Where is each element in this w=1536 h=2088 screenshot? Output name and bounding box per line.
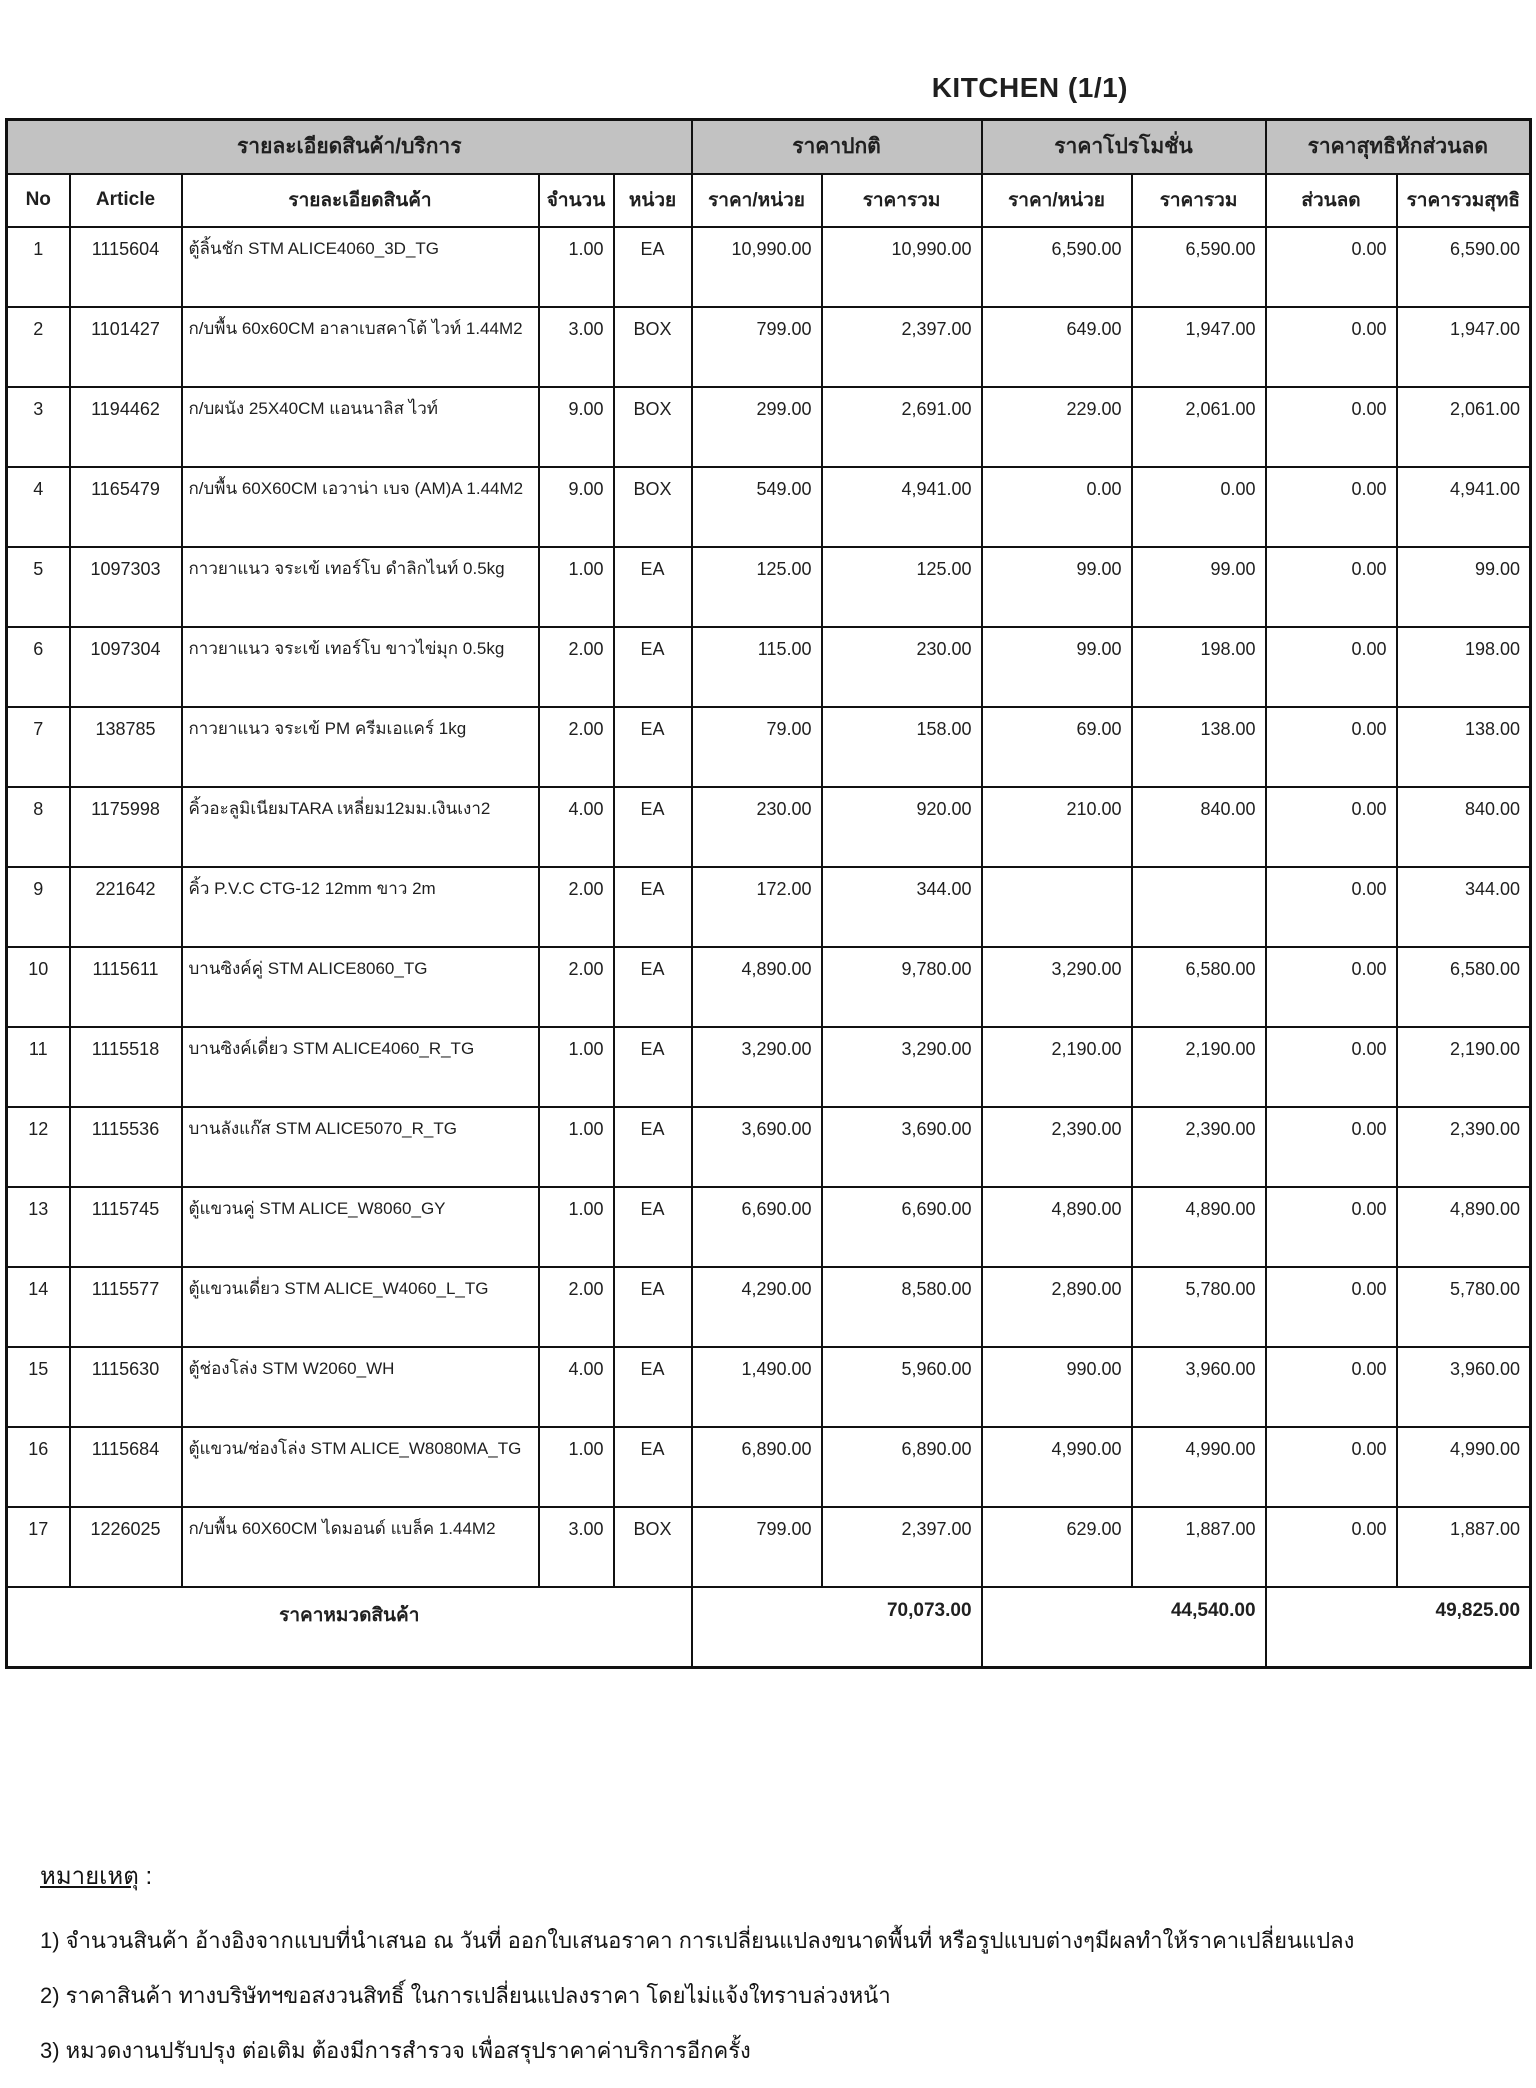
cell-normal-unit-price: 299.00 bbox=[692, 387, 822, 467]
group-header-product-details: รายละเอียดสินค้า/บริการ bbox=[7, 120, 692, 174]
col-header-promo-unit-price: ราคา/หน่วย bbox=[982, 174, 1132, 227]
col-header-net-total: ราคารวมสุทธิ bbox=[1397, 174, 1531, 227]
col-header-description: รายละเอียดสินค้า bbox=[182, 174, 539, 227]
cell-description: บานซิงค์เดี่ยว STM ALICE4060_R_TG bbox=[182, 1027, 539, 1107]
cell-normal-total: 158.00 bbox=[822, 707, 982, 787]
col-header-discount: ส่วนลด bbox=[1266, 174, 1397, 227]
cell-promo-unit-price: 990.00 bbox=[982, 1347, 1132, 1427]
cell-net-total: 99.00 bbox=[1397, 547, 1531, 627]
cell-promo-total: 99.00 bbox=[1132, 547, 1266, 627]
cell-discount: 0.00 bbox=[1266, 307, 1397, 387]
cell-promo-unit-price: 99.00 bbox=[982, 547, 1132, 627]
cell-article: 1101427 bbox=[70, 307, 182, 387]
cell-normal-total: 3,690.00 bbox=[822, 1107, 982, 1187]
cell-normal-total: 920.00 bbox=[822, 787, 982, 867]
summary-label: ราคาหมวดสินค้า bbox=[7, 1587, 692, 1668]
cell-discount: 0.00 bbox=[1266, 1347, 1397, 1427]
cell-promo-unit-price: 69.00 bbox=[982, 707, 1132, 787]
cell-normal-unit-price: 10,990.00 bbox=[692, 227, 822, 307]
cell-discount: 0.00 bbox=[1266, 1027, 1397, 1107]
summary-row bbox=[7, 1587, 1531, 1668]
cell-promo-unit-price bbox=[982, 867, 1132, 947]
cell-normal-unit-price: 4,290.00 bbox=[692, 1267, 822, 1347]
note-item: 3) หมวดงานปรับปรุง ต่อเติม ต้องมีการสำรวจ เพื่อสรุปราคาค่าบริการอีกครั้ง bbox=[40, 2038, 751, 2063]
cell-promo-total: 4,890.00 bbox=[1132, 1187, 1266, 1267]
cell-qty: 1.00 bbox=[539, 1427, 614, 1507]
cell-net-total: 198.00 bbox=[1397, 627, 1531, 707]
notes-heading-word: หมายเหตุ bbox=[40, 1863, 139, 1890]
cell-unit: EA bbox=[614, 1027, 692, 1107]
cell-article: 1115536 bbox=[70, 1107, 182, 1187]
cell-normal-unit-price: 3,290.00 bbox=[692, 1027, 822, 1107]
table-row bbox=[7, 707, 1531, 787]
cell-promo-unit-price: 4,890.00 bbox=[982, 1187, 1132, 1267]
cell-normal-total: 6,690.00 bbox=[822, 1187, 982, 1267]
table-row bbox=[7, 627, 1531, 707]
cell-net-total: 2,190.00 bbox=[1397, 1027, 1531, 1107]
cell-unit: BOX bbox=[614, 1507, 692, 1587]
cell-qty: 4.00 bbox=[539, 787, 614, 867]
table-row bbox=[7, 1427, 1531, 1507]
cell-description: ตู้แขวนคู่ STM ALICE_W8060_GY bbox=[182, 1187, 539, 1267]
cell-discount: 0.00 bbox=[1266, 1267, 1397, 1347]
table-row bbox=[7, 1267, 1531, 1347]
cell-normal-unit-price: 799.00 bbox=[692, 307, 822, 387]
cell-net-total: 2,390.00 bbox=[1397, 1107, 1531, 1187]
notes-heading-colon: : bbox=[138, 1863, 153, 1890]
cell-promo-total: 6,590.00 bbox=[1132, 227, 1266, 307]
cell-article: 1165479 bbox=[70, 467, 182, 547]
cell-promo-unit-price: 99.00 bbox=[982, 627, 1132, 707]
cell-net-total: 6,580.00 bbox=[1397, 947, 1531, 1027]
table-row bbox=[7, 227, 1531, 307]
cell-net-total: 1,947.00 bbox=[1397, 307, 1531, 387]
cell-qty: 2.00 bbox=[539, 867, 614, 947]
cell-description: ก/บผนัง 25X40CM แอนนาลิส ไวท์ bbox=[182, 387, 539, 467]
cell-normal-unit-price: 125.00 bbox=[692, 547, 822, 627]
cell-qty: 3.00 bbox=[539, 307, 614, 387]
cell-normal-unit-price: 3,690.00 bbox=[692, 1107, 822, 1187]
cell-promo-unit-price: 649.00 bbox=[982, 307, 1132, 387]
cell-normal-unit-price: 1,490.00 bbox=[692, 1347, 822, 1427]
cell-unit: EA bbox=[614, 707, 692, 787]
cell-promo-unit-price: 2,890.00 bbox=[982, 1267, 1132, 1347]
cell-article: 1115630 bbox=[70, 1347, 182, 1427]
cell-article: 1115745 bbox=[70, 1187, 182, 1267]
cell-no: 2 bbox=[7, 307, 70, 387]
cell-unit: BOX bbox=[614, 467, 692, 547]
cell-no: 4 bbox=[7, 467, 70, 547]
cell-normal-unit-price: 549.00 bbox=[692, 467, 822, 547]
group-header-row bbox=[7, 120, 1531, 174]
cell-net-total: 6,590.00 bbox=[1397, 227, 1531, 307]
cell-promo-unit-price: 0.00 bbox=[982, 467, 1132, 547]
cell-description: กาวยาแนว จระเข้ เทอร์โบ ขาวไข่มุก 0.5kg bbox=[182, 627, 539, 707]
cell-description: ตู้ช่องโล่ง STM W2060_WH bbox=[182, 1347, 539, 1427]
note-item: 2) ราคาสินค้า ทางบริษัทฯขอสงวนสิทธิ์ ในการเปลี่ยนแปลงราคา โดยไม่แจ้งใทราบล่วงหน้า bbox=[40, 1983, 891, 2008]
cell-unit: BOX bbox=[614, 307, 692, 387]
note-item: 1) จำนวนสินค้า อ้างอิงจากแบบที่นำเสนอ ณ วันที่ ออกใบเสนอราคา การเปลี่ยนแปลงขนาดพื้นที่ หรือรูปแบบต่างๆมีผลทำให้ราคาเปลี่ยนแปลง bbox=[40, 1928, 1355, 1953]
table-row bbox=[7, 1347, 1531, 1427]
cell-normal-total: 2,691.00 bbox=[822, 387, 982, 467]
quotation-table bbox=[5, 118, 1532, 1669]
cell-discount: 0.00 bbox=[1266, 707, 1397, 787]
cell-normal-total: 10,990.00 bbox=[822, 227, 982, 307]
cell-no: 9 bbox=[7, 867, 70, 947]
cell-description: คิ้วอะลูมิเนียมTARA เหลี่ยม12มม.เงินเงา2 bbox=[182, 787, 539, 867]
cell-qty: 4.00 bbox=[539, 1347, 614, 1427]
cell-normal-unit-price: 115.00 bbox=[692, 627, 822, 707]
cell-discount: 0.00 bbox=[1266, 387, 1397, 467]
cell-qty: 2.00 bbox=[539, 947, 614, 1027]
col-header-normal-unit-price: ราคา/หน่วย bbox=[692, 174, 822, 227]
table-row bbox=[7, 307, 1531, 387]
cell-discount: 0.00 bbox=[1266, 1427, 1397, 1507]
cell-normal-unit-price: 799.00 bbox=[692, 1507, 822, 1587]
cell-no: 16 bbox=[7, 1427, 70, 1507]
cell-no: 12 bbox=[7, 1107, 70, 1187]
cell-unit: EA bbox=[614, 1427, 692, 1507]
summary-normal-total: 70,073.00 bbox=[692, 1587, 982, 1668]
cell-no: 6 bbox=[7, 627, 70, 707]
cell-no: 5 bbox=[7, 547, 70, 627]
cell-normal-unit-price: 4,890.00 bbox=[692, 947, 822, 1027]
cell-promo-unit-price: 3,290.00 bbox=[982, 947, 1132, 1027]
cell-promo-total: 1,947.00 bbox=[1132, 307, 1266, 387]
table-row bbox=[7, 467, 1531, 547]
cell-qty: 9.00 bbox=[539, 467, 614, 547]
cell-article: 1226025 bbox=[70, 1507, 182, 1587]
cell-no: 3 bbox=[7, 387, 70, 467]
cell-qty: 1.00 bbox=[539, 547, 614, 627]
cell-normal-total: 125.00 bbox=[822, 547, 982, 627]
cell-promo-total: 198.00 bbox=[1132, 627, 1266, 707]
cell-article: 1097303 bbox=[70, 547, 182, 627]
cell-no: 1 bbox=[7, 227, 70, 307]
cell-qty: 3.00 bbox=[539, 1507, 614, 1587]
group-header-promo-price: ราคาโปรโมชั่น bbox=[982, 120, 1266, 174]
cell-promo-unit-price: 2,190.00 bbox=[982, 1027, 1132, 1107]
cell-promo-total: 840.00 bbox=[1132, 787, 1266, 867]
cell-discount: 0.00 bbox=[1266, 547, 1397, 627]
cell-normal-total: 4,941.00 bbox=[822, 467, 982, 547]
cell-qty: 2.00 bbox=[539, 627, 614, 707]
cell-promo-unit-price: 6,590.00 bbox=[982, 227, 1132, 307]
cell-promo-unit-price: 210.00 bbox=[982, 787, 1132, 867]
cell-article: 1097304 bbox=[70, 627, 182, 707]
cell-discount: 0.00 bbox=[1266, 1107, 1397, 1187]
cell-description: กาวยาแนว จระเข้ เทอร์โบ ดำลิกไนท์ 0.5kg bbox=[182, 547, 539, 627]
cell-normal-total: 344.00 bbox=[822, 867, 982, 947]
page-indicator: (1/1) bbox=[1067, 72, 1128, 103]
cell-article: 1115604 bbox=[70, 227, 182, 307]
cell-promo-unit-price: 229.00 bbox=[982, 387, 1132, 467]
cell-promo-unit-price: 4,990.00 bbox=[982, 1427, 1132, 1507]
cell-promo-total bbox=[1132, 867, 1266, 947]
cell-net-total: 5,780.00 bbox=[1397, 1267, 1531, 1347]
notes-section bbox=[40, 1856, 1500, 2088]
cell-description: ตู้แขวน/ช่องโล่ง STM ALICE_W8080MA_TG bbox=[182, 1427, 539, 1507]
cell-description: ตู้แขวนเดี่ยว STM ALICE_W4060_L_TG bbox=[182, 1267, 539, 1347]
table-footer bbox=[7, 1587, 1531, 1668]
cell-discount: 0.00 bbox=[1266, 467, 1397, 547]
cell-article: 1115518 bbox=[70, 1027, 182, 1107]
cell-promo-unit-price: 629.00 bbox=[982, 1507, 1132, 1587]
cell-description: ก/บพื้น 60X60CM ไดมอนด์ แบล็ค 1.44M2 bbox=[182, 1507, 539, 1587]
cell-article: 1194462 bbox=[70, 387, 182, 467]
cell-article: 1115611 bbox=[70, 947, 182, 1027]
cell-qty: 1.00 bbox=[539, 1107, 614, 1187]
cell-qty: 1.00 bbox=[539, 1187, 614, 1267]
cell-discount: 0.00 bbox=[1266, 1507, 1397, 1587]
cell-promo-total: 2,190.00 bbox=[1132, 1027, 1266, 1107]
cell-unit: EA bbox=[614, 1267, 692, 1347]
cell-qty: 2.00 bbox=[539, 707, 614, 787]
cell-no: 8 bbox=[7, 787, 70, 867]
cell-description: บานลังแก๊ส STM ALICE5070_R_TG bbox=[182, 1107, 539, 1187]
cell-no: 10 bbox=[7, 947, 70, 1027]
column-header-row bbox=[7, 174, 1531, 227]
table-row bbox=[7, 1107, 1531, 1187]
cell-description: บานซิงค์คู่ STM ALICE8060_TG bbox=[182, 947, 539, 1027]
cell-net-total: 4,890.00 bbox=[1397, 1187, 1531, 1267]
cell-promo-total: 0.00 bbox=[1132, 467, 1266, 547]
col-header-article: Article bbox=[70, 174, 182, 227]
cell-discount: 0.00 bbox=[1266, 787, 1397, 867]
cell-normal-unit-price: 6,890.00 bbox=[692, 1427, 822, 1507]
cell-unit: EA bbox=[614, 947, 692, 1027]
cell-net-total: 3,960.00 bbox=[1397, 1347, 1531, 1427]
cell-promo-total: 3,960.00 bbox=[1132, 1347, 1266, 1427]
cell-qty: 1.00 bbox=[539, 1027, 614, 1107]
table-row bbox=[7, 867, 1531, 947]
cell-discount: 0.00 bbox=[1266, 227, 1397, 307]
cell-description: คิ้ว P.V.C CTG-12 12mm ขาว 2m bbox=[182, 867, 539, 947]
cell-no: 17 bbox=[7, 1507, 70, 1587]
cell-normal-unit-price: 230.00 bbox=[692, 787, 822, 867]
cell-net-total: 1,887.00 bbox=[1397, 1507, 1531, 1587]
cell-discount: 0.00 bbox=[1266, 1187, 1397, 1267]
cell-normal-total: 2,397.00 bbox=[822, 307, 982, 387]
cell-net-total: 840.00 bbox=[1397, 787, 1531, 867]
cell-description: ก/บพื้น 60X60CM เอวาน่า เบจ (AM)A 1.44M2 bbox=[182, 467, 539, 547]
cell-no: 13 bbox=[7, 1187, 70, 1267]
cell-normal-unit-price: 172.00 bbox=[692, 867, 822, 947]
table-row bbox=[7, 1187, 1531, 1267]
col-header-promo-total: ราคารวม bbox=[1132, 174, 1266, 227]
col-header-qty: จำนวน bbox=[539, 174, 614, 227]
cell-qty: 2.00 bbox=[539, 1267, 614, 1347]
cell-qty: 1.00 bbox=[539, 227, 614, 307]
table-row bbox=[7, 1027, 1531, 1107]
cell-promo-total: 138.00 bbox=[1132, 707, 1266, 787]
cell-unit: EA bbox=[614, 1187, 692, 1267]
cell-promo-total: 5,780.00 bbox=[1132, 1267, 1266, 1347]
cell-unit: EA bbox=[614, 867, 692, 947]
cell-discount: 0.00 bbox=[1266, 867, 1397, 947]
col-header-normal-total: ราคารวม bbox=[822, 174, 982, 227]
cell-normal-unit-price: 6,690.00 bbox=[692, 1187, 822, 1267]
table-row bbox=[7, 1507, 1531, 1587]
cell-net-total: 344.00 bbox=[1397, 867, 1531, 947]
cell-discount: 0.00 bbox=[1266, 627, 1397, 707]
cell-promo-total: 1,887.00 bbox=[1132, 1507, 1266, 1587]
cell-normal-total: 230.00 bbox=[822, 627, 982, 707]
cell-normal-total: 2,397.00 bbox=[822, 1507, 982, 1587]
table-header bbox=[7, 120, 1531, 227]
table-row bbox=[7, 947, 1531, 1027]
summary-promo-total: 44,540.00 bbox=[982, 1587, 1266, 1668]
group-header-normal-price: ราคาปกติ bbox=[692, 120, 982, 174]
cell-article: 1115577 bbox=[70, 1267, 182, 1347]
cell-normal-total: 5,960.00 bbox=[822, 1347, 982, 1427]
cell-net-total: 4,990.00 bbox=[1397, 1427, 1531, 1507]
cell-unit: BOX bbox=[614, 387, 692, 467]
cell-promo-total: 2,390.00 bbox=[1132, 1107, 1266, 1187]
cell-normal-total: 9,780.00 bbox=[822, 947, 982, 1027]
page-title bbox=[932, 72, 1128, 104]
cell-no: 7 bbox=[7, 707, 70, 787]
cell-article: 1115684 bbox=[70, 1427, 182, 1507]
cell-promo-unit-price: 2,390.00 bbox=[982, 1107, 1132, 1187]
cell-unit: EA bbox=[614, 787, 692, 867]
cell-description: กาวยาแนว จระเข้ PM ครีมเอแคร์ 1kg bbox=[182, 707, 539, 787]
cell-description: ก/บพื้น 60x60CM อาลาเบสคาโต้ ไวท์ 1.44M2 bbox=[182, 307, 539, 387]
cell-unit: EA bbox=[614, 627, 692, 707]
notes-heading bbox=[40, 1856, 1500, 1895]
cell-normal-total: 8,580.00 bbox=[822, 1267, 982, 1347]
cell-description: ตู้ลิ้นชัก STM ALICE4060_3D_TG bbox=[182, 227, 539, 307]
cell-unit: EA bbox=[614, 1107, 692, 1187]
page-title-text: KITCHEN bbox=[931, 72, 1060, 103]
cell-promo-total: 6,580.00 bbox=[1132, 947, 1266, 1027]
cell-unit: EA bbox=[614, 547, 692, 627]
table-row bbox=[7, 387, 1531, 467]
cell-no: 14 bbox=[7, 1267, 70, 1347]
cell-promo-total: 4,990.00 bbox=[1132, 1427, 1266, 1507]
cell-promo-total: 2,061.00 bbox=[1132, 387, 1266, 467]
cell-discount: 0.00 bbox=[1266, 947, 1397, 1027]
col-header-no: No bbox=[7, 174, 70, 227]
group-header-net-price: ราคาสุทธิหักส่วนลด bbox=[1266, 120, 1531, 174]
cell-net-total: 138.00 bbox=[1397, 707, 1531, 787]
cell-normal-total: 3,290.00 bbox=[822, 1027, 982, 1107]
table-row bbox=[7, 547, 1531, 627]
cell-net-total: 2,061.00 bbox=[1397, 387, 1531, 467]
cell-article: 1175998 bbox=[70, 787, 182, 867]
cell-no: 11 bbox=[7, 1027, 70, 1107]
cell-unit: EA bbox=[614, 1347, 692, 1427]
cell-article: 138785 bbox=[70, 707, 182, 787]
cell-net-total: 4,941.00 bbox=[1397, 467, 1531, 547]
cell-qty: 9.00 bbox=[539, 387, 614, 467]
table-row bbox=[7, 787, 1531, 867]
cell-article: 221642 bbox=[70, 867, 182, 947]
cell-unit: EA bbox=[614, 227, 692, 307]
summary-net-total: 49,825.00 bbox=[1266, 1587, 1531, 1668]
col-header-unit: หน่วย bbox=[614, 174, 692, 227]
cell-no: 15 bbox=[7, 1347, 70, 1427]
cell-normal-total: 6,890.00 bbox=[822, 1427, 982, 1507]
table-body bbox=[7, 227, 1531, 1587]
cell-normal-unit-price: 79.00 bbox=[692, 707, 822, 787]
